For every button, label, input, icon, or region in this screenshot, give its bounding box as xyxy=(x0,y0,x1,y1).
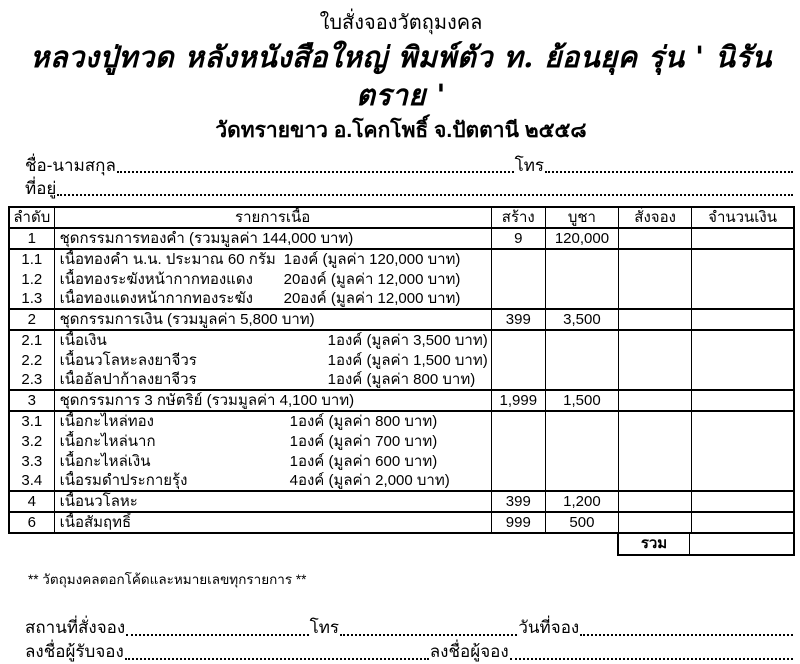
order-qty-cell xyxy=(619,269,692,289)
made-count-cell: 399 xyxy=(491,309,545,330)
made-count-cell xyxy=(491,471,545,491)
item-name-cell xyxy=(54,451,491,471)
total-label: รวม xyxy=(619,534,690,554)
table-row xyxy=(9,390,794,411)
price-cell: 3,500 xyxy=(545,309,618,330)
item-name-cell xyxy=(54,350,491,370)
order-table-body xyxy=(9,228,794,533)
item-name: เนื้ออัลปาก้าลงยาจีวร xyxy=(59,371,197,388)
amount-cell xyxy=(692,451,794,471)
item-name-cell xyxy=(54,249,491,269)
amount-cell xyxy=(692,491,794,512)
order-place-fill-dots xyxy=(126,634,308,636)
made-count-cell: 1,999 xyxy=(491,390,545,411)
row-number-cell: 3 xyxy=(9,390,54,411)
order-qty-cell xyxy=(619,228,692,249)
price-cell xyxy=(545,249,618,269)
address-fill-dots xyxy=(57,194,793,196)
table-row xyxy=(9,269,794,289)
item-name: เนื้อกะไหล่ทอง xyxy=(59,413,154,430)
item-name: ชุดกรรมการทองคำ (รวมมูลค่า 144,000 บาท) xyxy=(59,230,354,247)
name-label: ชื่อ-นามสกุล xyxy=(25,156,116,175)
table-row xyxy=(9,330,794,350)
row-number-cell: 1.2 xyxy=(9,269,54,289)
made-count-cell xyxy=(491,451,545,471)
amount-cell xyxy=(692,411,794,431)
item-quantity-value: 1องค์ (มูลค่า 800 บาท) xyxy=(289,413,438,430)
made-count-cell: 999 xyxy=(491,512,545,533)
amount-cell xyxy=(692,309,794,330)
order-qty-cell xyxy=(619,411,692,431)
order-qty-cell xyxy=(619,289,692,309)
order-date-label: วันที่จอง xyxy=(518,618,580,637)
price-cell xyxy=(545,471,618,491)
col-header-item: รายการเนื้อ xyxy=(54,207,491,228)
orderer-sign-fill-dots xyxy=(510,658,793,660)
row-number-cell: 3.2 xyxy=(9,431,54,451)
made-count-cell: 9 xyxy=(491,228,545,249)
signatures-line xyxy=(25,640,794,664)
item-name: เนื้อสัมฤทธิ์ xyxy=(59,514,132,531)
item-name-cell xyxy=(54,269,491,289)
item-quantity-value: 1องค์ (มูลค่า 3,500 บาท) xyxy=(327,332,488,349)
order-qty-cell xyxy=(619,249,692,269)
made-count-cell xyxy=(491,249,545,269)
order-table-header xyxy=(9,207,794,228)
amount-cell xyxy=(692,471,794,491)
made-count-cell xyxy=(491,289,545,309)
amount-cell xyxy=(692,512,794,533)
order-qty-cell xyxy=(619,309,692,330)
price-cell xyxy=(545,350,618,370)
total-row xyxy=(617,534,795,556)
item-quantity-value: 4องค์ (มูลค่า 2,000 บาท) xyxy=(289,472,450,489)
order-place-line xyxy=(25,616,794,640)
table-row xyxy=(9,411,794,431)
footer-phone-fill-dots xyxy=(340,634,517,636)
made-count-cell xyxy=(491,411,545,431)
receiver-sign-fill-dots xyxy=(125,658,429,660)
order-qty-cell xyxy=(619,330,692,350)
amount-cell xyxy=(692,249,794,269)
row-number-cell: 1.1 xyxy=(9,249,54,269)
amount-cell xyxy=(692,330,794,350)
amount-cell xyxy=(692,289,794,309)
amulet-title: หลวงปู่ทวด หลังหนังสือใหญ่ พิมพ์ตัว ท. ย้อนยุค รุ่น ' นิรันตราย ' xyxy=(30,40,772,112)
item-quantity-value: 1องค์ (มูลค่า 1,500 บาท) xyxy=(327,351,488,369)
header-row xyxy=(9,207,794,228)
phone-label: โทร xyxy=(514,156,545,175)
table-row xyxy=(9,471,794,491)
item-name-cell xyxy=(54,431,491,451)
made-count-cell xyxy=(491,269,545,289)
price-cell: 120,000 xyxy=(545,228,618,249)
order-qty-cell xyxy=(619,512,692,533)
footer-phone-label: โทร xyxy=(309,618,340,637)
amount-cell xyxy=(692,370,794,390)
row-number-cell: 1 xyxy=(9,228,54,249)
item-name-cell xyxy=(54,512,491,533)
table-row xyxy=(9,309,794,330)
item-name-cell xyxy=(54,289,491,309)
row-number-cell: 3.3 xyxy=(9,451,54,471)
price-cell: 500 xyxy=(545,512,618,533)
signature-block xyxy=(8,616,794,664)
item-name: เนื้อนวโลหะลงยาจีวร xyxy=(59,351,197,369)
row-number-cell: 1.3 xyxy=(9,289,54,309)
table-row xyxy=(9,431,794,451)
table-row xyxy=(9,370,794,390)
price-cell xyxy=(545,451,618,471)
temple-line: วัดทรายขาว อ.โคกโพธิ์ จ.ปัตตานี ๒๕๕๘ xyxy=(215,119,587,142)
order-date-fill-dots xyxy=(580,634,793,636)
item-quantity-value: 1องค์ (มูลค่า 600 บาท) xyxy=(289,452,438,470)
order-qty-cell xyxy=(619,370,692,390)
order-qty-cell xyxy=(619,431,692,451)
price-cell xyxy=(545,411,618,431)
row-number-cell: 3.4 xyxy=(9,471,54,491)
table-row xyxy=(9,228,794,249)
receiver-sign-label: ลงชื่อผู้รับจอง xyxy=(25,642,124,661)
amount-cell xyxy=(692,228,794,249)
form-title: ใบสั่งจองวัตถุมงคล xyxy=(319,12,483,34)
table-row xyxy=(9,491,794,512)
made-count-cell: 399 xyxy=(491,491,545,512)
item-name: เนื้อเงิน xyxy=(59,332,107,349)
order-qty-cell xyxy=(619,350,692,370)
table-row xyxy=(9,289,794,309)
order-qty-cell xyxy=(619,471,692,491)
item-name: เนื้อรมดำประกายรุ้ง xyxy=(59,472,188,489)
col-header-order: สั่งจอง xyxy=(619,207,692,228)
item-name-cell xyxy=(54,411,491,431)
phone-fill-dots xyxy=(545,171,793,173)
price-cell xyxy=(545,370,618,390)
price-cell: 1,500 xyxy=(545,390,618,411)
price-cell xyxy=(545,269,618,289)
table-row xyxy=(9,350,794,370)
customer-name-line xyxy=(25,154,794,177)
price-cell xyxy=(545,289,618,309)
item-name-cell xyxy=(54,309,491,330)
item-name: เนื้อนวโลหะ xyxy=(59,493,138,510)
item-name: เนื้อทองคำ น.น. ประมาณ 60 กรัม xyxy=(59,251,276,268)
row-number-cell: 2 xyxy=(9,309,54,330)
amount-cell xyxy=(692,390,794,411)
address-label: ที่อยู่ xyxy=(25,179,57,198)
item-name: เนื้อกะไหล่นาก xyxy=(59,432,156,450)
col-header-no: ลำดับ xyxy=(9,207,54,228)
orderer-sign-label: ลงชื่อผู้จอง xyxy=(429,642,509,661)
made-count-cell xyxy=(491,431,545,451)
item-name: เนื้อกะไหล่เงิน xyxy=(59,452,151,470)
amount-cell xyxy=(692,269,794,289)
customer-address-line xyxy=(25,177,794,200)
amount-cell xyxy=(692,431,794,451)
made-count-cell xyxy=(491,330,545,350)
item-quantity-value: 1องค์ (มูลค่า 120,000 บาท) xyxy=(283,251,461,268)
item-quantity-value: 1องค์ (มูลค่า 700 บาท) xyxy=(289,432,438,450)
order-table xyxy=(8,206,795,534)
row-number-cell: 6 xyxy=(9,512,54,533)
made-count-cell xyxy=(491,350,545,370)
order-qty-cell xyxy=(619,451,692,471)
item-quantity-value: 20องค์ (มูลค่า 12,000 บาท) xyxy=(283,270,461,288)
made-count-cell xyxy=(491,370,545,390)
row-number-cell: 2.1 xyxy=(9,330,54,350)
price-cell xyxy=(545,330,618,350)
table-row xyxy=(9,249,794,269)
col-header-amount: จำนวนเงิน xyxy=(692,207,794,228)
name-fill-dots xyxy=(117,171,514,173)
row-number-cell: 4 xyxy=(9,491,54,512)
item-name: เนื้อทองระฆังหน้ากากทองแดง xyxy=(59,270,253,288)
table-row xyxy=(9,451,794,471)
item-name-cell xyxy=(54,491,491,512)
item-quantity-value: 20องค์ (มูลค่า 12,000 บาท) xyxy=(283,290,461,307)
row-number-cell: 2.2 xyxy=(9,350,54,370)
price-cell xyxy=(545,431,618,451)
item-name: เนื้อทองแดงหน้ากากทองระฆัง xyxy=(59,290,253,307)
item-name-cell xyxy=(54,330,491,350)
order-place-label: สถานที่สั่งจอง xyxy=(25,618,126,637)
total-amount-cell xyxy=(690,534,793,554)
item-name: ชุดกรรมการ 3 กษัตริย์ (รวมมูลค่า 4,100 บาท) xyxy=(59,392,355,409)
item-quantity-value: 1องค์ (มูลค่า 800 บาท) xyxy=(327,371,476,388)
code-stamp-note: ** วัตถุมงคลตอกโค้ดและหมายเลขทุกรายการ ** xyxy=(28,572,307,587)
item-name: ชุดกรรมการเงิน (รวมมูลค่า 5,800 บาท) xyxy=(59,311,315,328)
col-header-made: สร้าง xyxy=(491,207,545,228)
item-name-cell xyxy=(54,228,491,249)
col-header-price: บูชา xyxy=(545,207,618,228)
row-number-cell: 3.1 xyxy=(9,411,54,431)
price-cell: 1,200 xyxy=(545,491,618,512)
item-name-cell xyxy=(54,370,491,390)
order-qty-cell xyxy=(619,390,692,411)
item-name-cell xyxy=(54,471,491,491)
item-name-cell xyxy=(54,390,491,411)
row-number-cell: 2.3 xyxy=(9,370,54,390)
table-row xyxy=(9,512,794,533)
order-qty-cell xyxy=(619,491,692,512)
amount-cell xyxy=(692,350,794,370)
